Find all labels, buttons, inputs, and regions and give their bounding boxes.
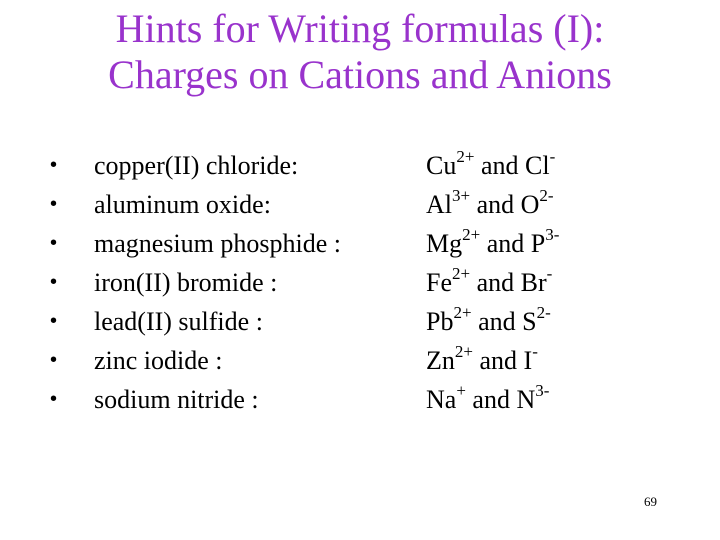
cation-symbol: Pb	[426, 307, 454, 336]
bullet-row-sodium-nitride	[0, 380, 720, 419]
cation-charge: 2+	[452, 264, 471, 284]
anion-charge: 2-	[539, 186, 554, 206]
anion-symbol: Br	[520, 268, 547, 297]
anion-symbol: S	[522, 307, 537, 336]
ion-joiner: and	[465, 385, 517, 414]
ion-pair	[426, 341, 538, 380]
slide-title-line-2: Charges on Cations and Anions	[108, 52, 612, 97]
slide-title	[0, 6, 720, 98]
cation-symbol: Cu	[426, 151, 457, 180]
anion-symbol: Cl	[524, 151, 550, 180]
ion-pair	[426, 263, 552, 302]
slide-title-line-1: Hints for Writing formulas (I):	[115, 6, 605, 51]
page-number: 69	[644, 494, 657, 509]
bullet-row-lead-sulfide	[0, 302, 720, 341]
cation-symbol: Fe	[426, 268, 452, 297]
compound-name: copper(II) chloride:	[94, 151, 299, 180]
bullet-row-iron-bromide	[0, 263, 720, 302]
cation-charge: 3+	[452, 186, 471, 206]
ion-joiner: and	[470, 268, 521, 297]
cation-symbol: Al	[426, 190, 452, 219]
ion-joiner: and	[471, 307, 523, 336]
anion-charge: -	[532, 342, 538, 362]
ion-pair	[426, 380, 549, 419]
anion-charge: -	[549, 147, 556, 167]
cation-charge: +	[456, 381, 466, 401]
cation-charge: 2+	[453, 303, 472, 323]
ion-joiner: and	[472, 346, 524, 375]
anion-charge: 2-	[536, 303, 551, 323]
cation-charge: 2+	[454, 342, 473, 362]
ion-pair	[426, 146, 555, 185]
cation-charge: 2+	[462, 225, 481, 245]
cation-symbol: Na	[426, 385, 457, 414]
ion-joiner: and	[470, 190, 521, 219]
anion-symbol: I	[523, 346, 533, 375]
anion-charge: -	[546, 264, 553, 284]
ion-joiner: and	[480, 229, 531, 258]
bullet-icon: •	[50, 310, 58, 332]
anion-symbol: O	[520, 190, 540, 219]
cation-charge: 2+	[456, 147, 475, 167]
cation-symbol: Zn	[426, 346, 455, 375]
anion-symbol: P	[530, 229, 546, 258]
anion-charge: 3-	[535, 381, 550, 401]
ion-pair	[426, 185, 554, 224]
bullet-row-aluminum-oxide	[0, 185, 720, 224]
bullet-icon: •	[50, 388, 58, 410]
ion-pair	[426, 302, 551, 341]
bullet-row-zinc-iodide	[0, 341, 720, 380]
compound-name: aluminum oxide:	[94, 190, 271, 219]
compound-name: zinc iodide :	[94, 346, 223, 375]
anion-charge: 3-	[545, 225, 560, 245]
bullet-list	[0, 146, 720, 419]
anion-symbol: N	[516, 385, 536, 414]
compound-name: sodium nitride :	[94, 385, 259, 414]
bullet-icon: •	[50, 193, 58, 215]
bullet-row-copper-chloride	[0, 146, 720, 185]
bullet-icon: •	[50, 232, 58, 254]
compound-name: magnesium phosphide :	[94, 229, 341, 258]
ion-joiner: and	[474, 151, 525, 180]
cation-symbol: Mg	[426, 229, 463, 258]
compound-name: lead(II) sulfide :	[94, 307, 263, 336]
bullet-row-magnesium-phosphide	[0, 224, 720, 263]
bullet-icon: •	[50, 154, 58, 176]
bullet-icon: •	[50, 349, 58, 371]
bullet-icon: •	[50, 271, 58, 293]
ion-pair	[426, 224, 559, 263]
compound-name: iron(II) bromide :	[94, 268, 278, 297]
